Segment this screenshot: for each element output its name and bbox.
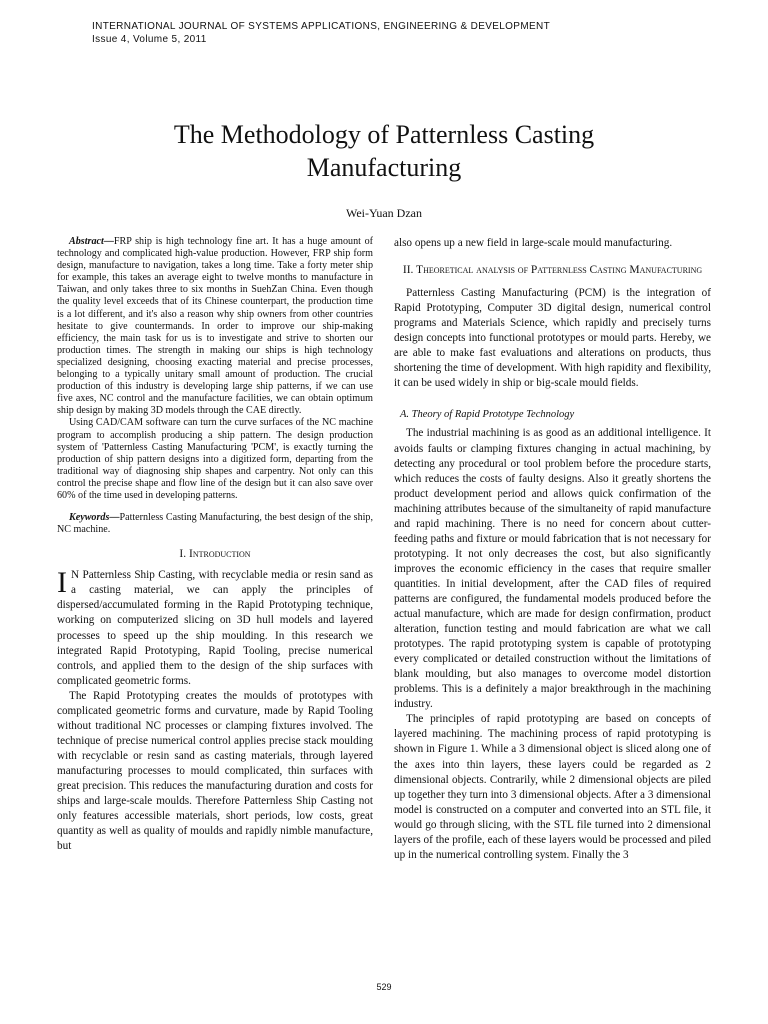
author-name: Wei-Yuan Dzan bbox=[345, 206, 422, 220]
abstract-paragraph bbox=[57, 236, 373, 417]
subsection-heading-rapid-prototype: A. Theory of Rapid Prototype Technology bbox=[400, 409, 575, 421]
journal-header bbox=[92, 20, 550, 46]
section-heading-theoretical-analysis: II. Theoretical analysis of Patternless Casting Manufacturing bbox=[402, 264, 703, 277]
section2-paragraph-1: Patternless Casting Manufacturing (PCM) is the integration of Rapid Prototyping, Computer 3D digital design, numerical control programs and Materials Science, which rapidly and precisely turns design concepts into functional prototypes or mould parts. Hereby, we are able to make fast evaluations and alterations on products, thus shortening the time of development. With high rapidity and flexibility, it can be used widely in ship or big-scale mould fields. bbox=[394, 287, 711, 390]
page-number: 529 bbox=[376, 982, 392, 992]
keywords-paragraph bbox=[57, 512, 373, 536]
left-column bbox=[57, 236, 373, 854]
keywords-text: Patternless Casting Manufacturing, the best design of the ship, NC machine. bbox=[57, 512, 373, 536]
section-heading-introduction: I. Introduction bbox=[179, 548, 251, 561]
introduction-paragraph-1 bbox=[57, 568, 373, 688]
abstract-text: FRP ship is high technology fine art. It has a huge amount of technology and complicated high-value production. However, FRP ship form design, manufacture to navigation, takes a long time. Take a forty meter ship for example, this takes an average eight to twelve months to manufacture in Taiwan, and only takes three to six months in SuehZan China. Even though the quality level exceeds that of its Chinese counterpart, the production time is a lot different, and it's also a reason why ship owners from other countries hesitate to give countermands. In order to improve our ship-making efficiency, the main task for us is to investigate and strive to shorten our production times. The strength in making our ships is high technology specialized designing, choosing exacting material and precise processes, belonging to a typically unitary small amount of production. The crucial production of this industry is developing large ship patterns, if we can use five axes, NC control and the manufacture facilities, we can obtain optimum ship design by making 3D models through the CAE directly. bbox=[57, 236, 373, 417]
right-column bbox=[394, 236, 711, 863]
abstract-dash: — bbox=[103, 236, 114, 247]
keywords-dash: — bbox=[109, 512, 120, 524]
drop-cap: I bbox=[57, 566, 67, 600]
abstract-label: Abstract bbox=[69, 236, 104, 247]
section2-paragraph-2: The industrial machining is as good as an additional intelligence. It avoids faults or clamping fixtures changing in actual machining, by detecting any procedural or tool problem before the procedure starts, which reduces the costs of faulty designs. Also it greatly shortens the product development period and allows quick confirmation of the machining attributes because of the simultaneity of rapid manufacture and rapid machining. There is no need for concern about cutter-feeding paths and fixture or mould fabrication that is not necessary for prototyping. It not only decreases the cost, but also significantly improves the economic efficiency in the cases that require smaller quantities. In initial development, after the CAD files of required patterns are configured, the fundamental models produced before the actual manufacture, which are made for design confirmation, product alteration, function testing and mould fabrication are what we call prototypes. The rapid prototyping system is capable of prototyping every complicated or detailed construction without the limitations of blank moulding, but also manages to overcome model distortion problems. This is a definitely a major breakthrough in the machining industry. bbox=[394, 427, 711, 711]
abstract-paragraph-2: Using CAD/CAM software can turn the curve surfaces of the NC machine program to accomplish producing a ship pattern. The design production system of 'Patternless Casting Manufacturing 'PCM', is exactly turning the production of ship pattern designs into a digitized form, departing from the traditional way of diagnosing ship shapes and carpentry. Not only can this control the precise shape and flow line of the design but it can also save over 60% of the time used in developing patterns. bbox=[57, 417, 373, 501]
journal-name: INTERNATIONAL JOURNAL OF SYSTEMS APPLICATIONS, ENGINEERING & DEVELOPMENT bbox=[92, 21, 551, 32]
paper-title: The Methodology of Patternless Casting Manufacturing bbox=[173, 120, 595, 182]
journal-issue: Issue 4, Volume 5, 2011 bbox=[92, 34, 207, 45]
introduction-body bbox=[57, 568, 373, 854]
introduction-paragraph-2: The Rapid Prototyping creates the moulds of prototypes with complicated geometric forms and curvature, made by Rapid Tooling without traditional NC processes or clamping fixtures involved. The technique of precise numerical control applies precise stack moulding with recyclable or resin sand as casting materials, through layered manufacturing processes to mould complicated, thin surfaces with great precision. This reduces the manufacturing duration and costs for ships and large-scale moulds. Therefore Patternless Ship Casting not only features accessible materials, short periods, low costs, great quantity as well as quality of moulds and rapidly nimble manufacture, but bbox=[57, 689, 373, 853]
introduction-text-1: N Patternless Ship Casting, with recyclable media or resin sand as a casting material, we can apply the principles of dispersed/accumulated forming in the Rapid Prototyping technique, working on computerized slicing on 3D hull models and layered processes to speed up the ship moulding. In this research we integrated Rapid Prototyping, Rapid Tooling, precise numerical controls, and applied them to the design of the ship surfaces with complicated geometric forms. bbox=[57, 569, 373, 687]
introduction-continuation: also opens up a new field in large-scale mould manufacturing. bbox=[394, 237, 673, 249]
section2-paragraph-3: The principles of rapid prototyping are based on concepts of layered machining. The machining process of rapid prototyping is shown in Figure 1. While a 3 dimensional object is sliced along one of the axes into thin layers, these layers could be regarded as 2 dimensional objects. Contrarily, while 2 dimensional objects are piled up together they turn into 3 dimensional objects. After a 3 dimensional model is constructed on a computer and converted into an STL file, it would go through slicing, with the STL file turned into 2 dimensional layers of the profile, each of these layers would be processed and piled up in the numerical controlling system. Finally the 3 bbox=[394, 713, 711, 861]
keywords-label: Keywords bbox=[69, 512, 110, 524]
